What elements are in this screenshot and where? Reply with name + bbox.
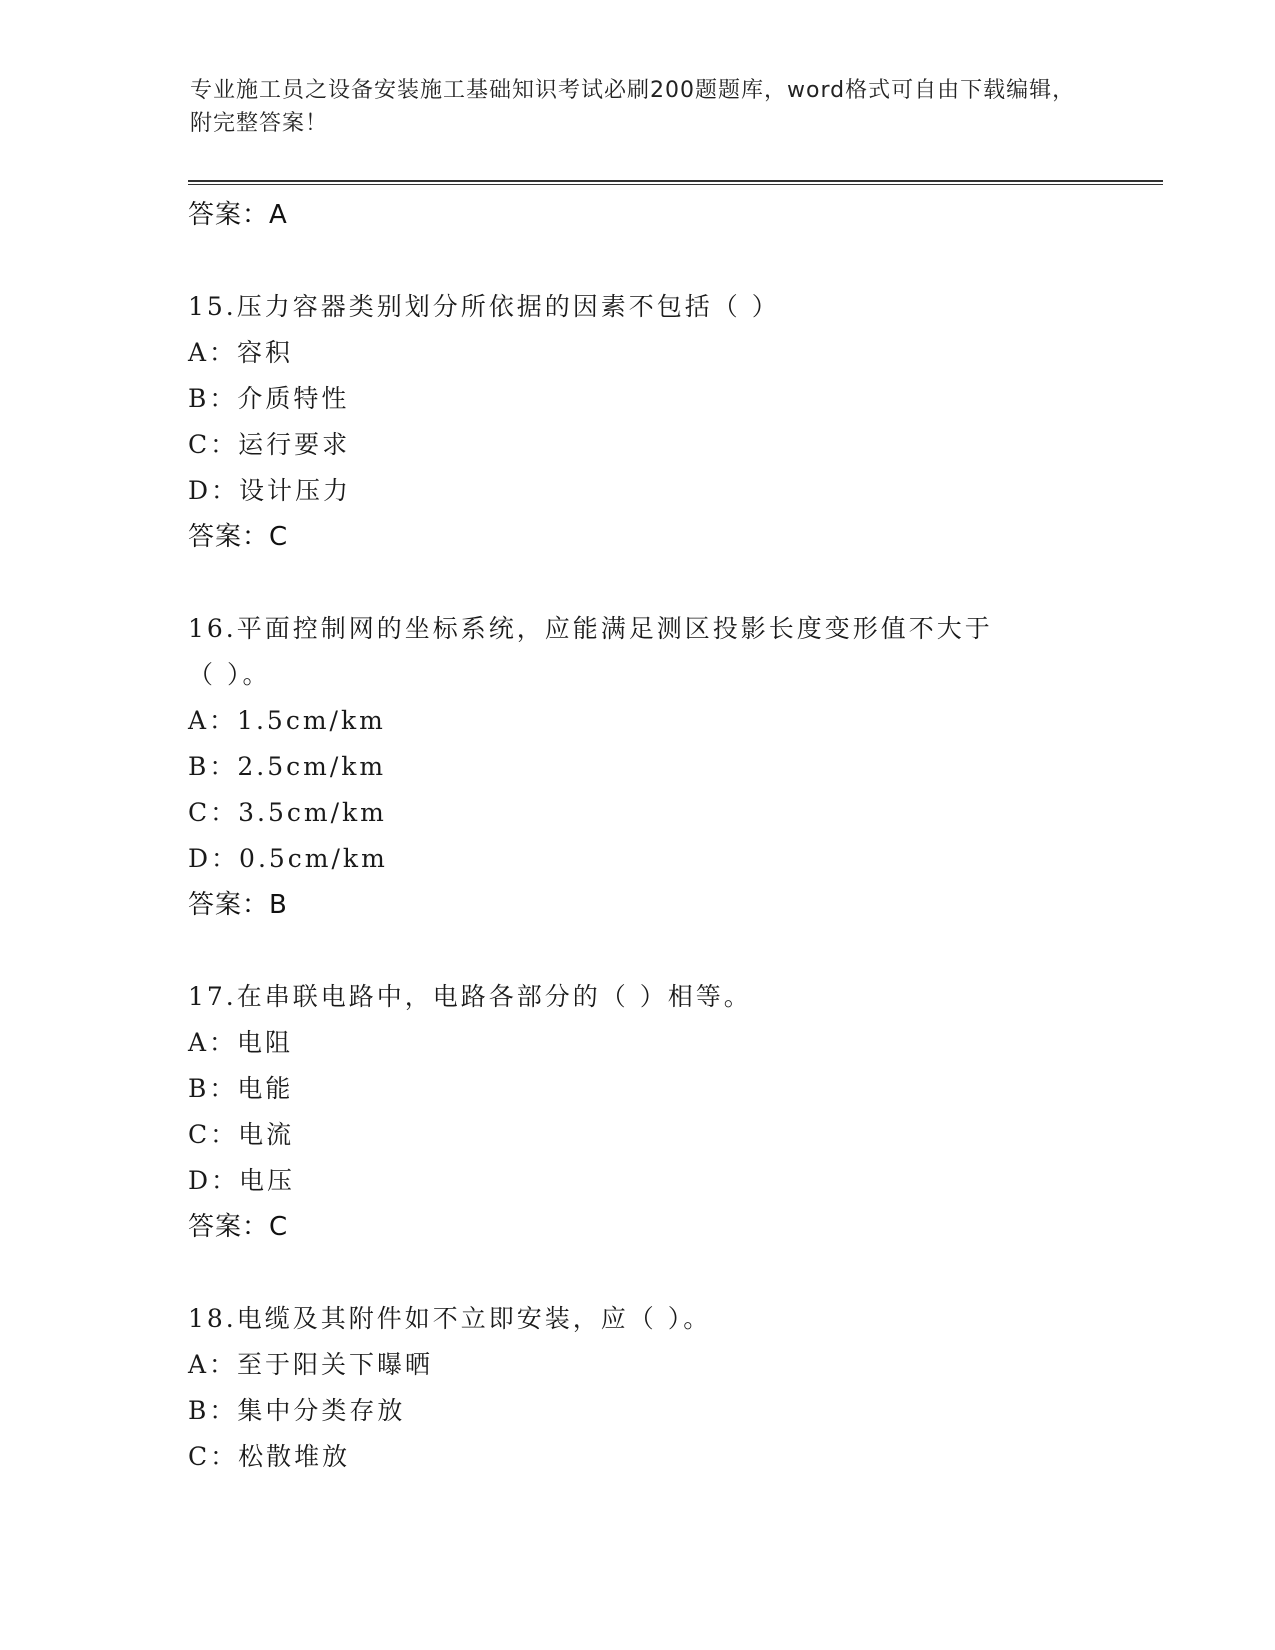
question-15 xyxy=(188,284,1088,560)
answer-line: 答案：C xyxy=(188,522,289,552)
option-b: B：介质特性 xyxy=(188,384,350,413)
header-rule xyxy=(188,180,1163,182)
question-stem: 15.压力容器类别划分所依据的因素不包括（ ） xyxy=(188,292,780,321)
option-d: D：0.5cm/km xyxy=(188,844,388,873)
option-c: C：运行要求 xyxy=(188,430,351,459)
option-c: C：电流 xyxy=(188,1120,295,1149)
option-b: B：电能 xyxy=(188,1074,294,1103)
header-rule-thin xyxy=(188,184,1163,185)
spacer xyxy=(188,1250,1088,1296)
spacer xyxy=(188,238,1088,284)
option-d: D：设计压力 xyxy=(188,476,352,505)
option-a: A：至于阳关下曝晒 xyxy=(188,1350,434,1379)
option-c: C：3.5cm/km xyxy=(188,798,387,827)
option-c: C：松散堆放 xyxy=(188,1442,351,1471)
question-18 xyxy=(188,1296,1088,1480)
question-stem: 16.平面控制网的坐标系统，应能满足测区投影长度变形值不大于（ ）。 xyxy=(188,614,993,689)
answer-line: 答案：B xyxy=(188,890,288,920)
option-a: A：容积 xyxy=(188,338,294,367)
question-stem: 18.电缆及其附件如不立即安装，应（ ）。 xyxy=(188,1304,712,1333)
question-list xyxy=(188,192,1088,1480)
question-17 xyxy=(188,974,1088,1250)
spacer xyxy=(188,928,1088,974)
question-16 xyxy=(188,606,1088,928)
option-a: A：1.5cm/km xyxy=(188,706,386,735)
spacer xyxy=(188,560,1088,606)
answer-line: 答案：A xyxy=(188,200,288,230)
option-a: A：电阻 xyxy=(188,1028,294,1057)
question-stem: 17.在串联电路中，电路各部分的（ ）相等。 xyxy=(188,982,752,1011)
option-d: D：电压 xyxy=(188,1166,296,1195)
option-b: B：2.5cm/km xyxy=(188,752,387,781)
option-b: B：集中分类存放 xyxy=(188,1396,406,1425)
answer-line: 答案：C xyxy=(188,1212,289,1242)
document-header: 专业施工员之设备安装施工基础知识考试必刷200题题库，word格式可自由下载编辑，附完整答案！ xyxy=(190,78,1076,136)
